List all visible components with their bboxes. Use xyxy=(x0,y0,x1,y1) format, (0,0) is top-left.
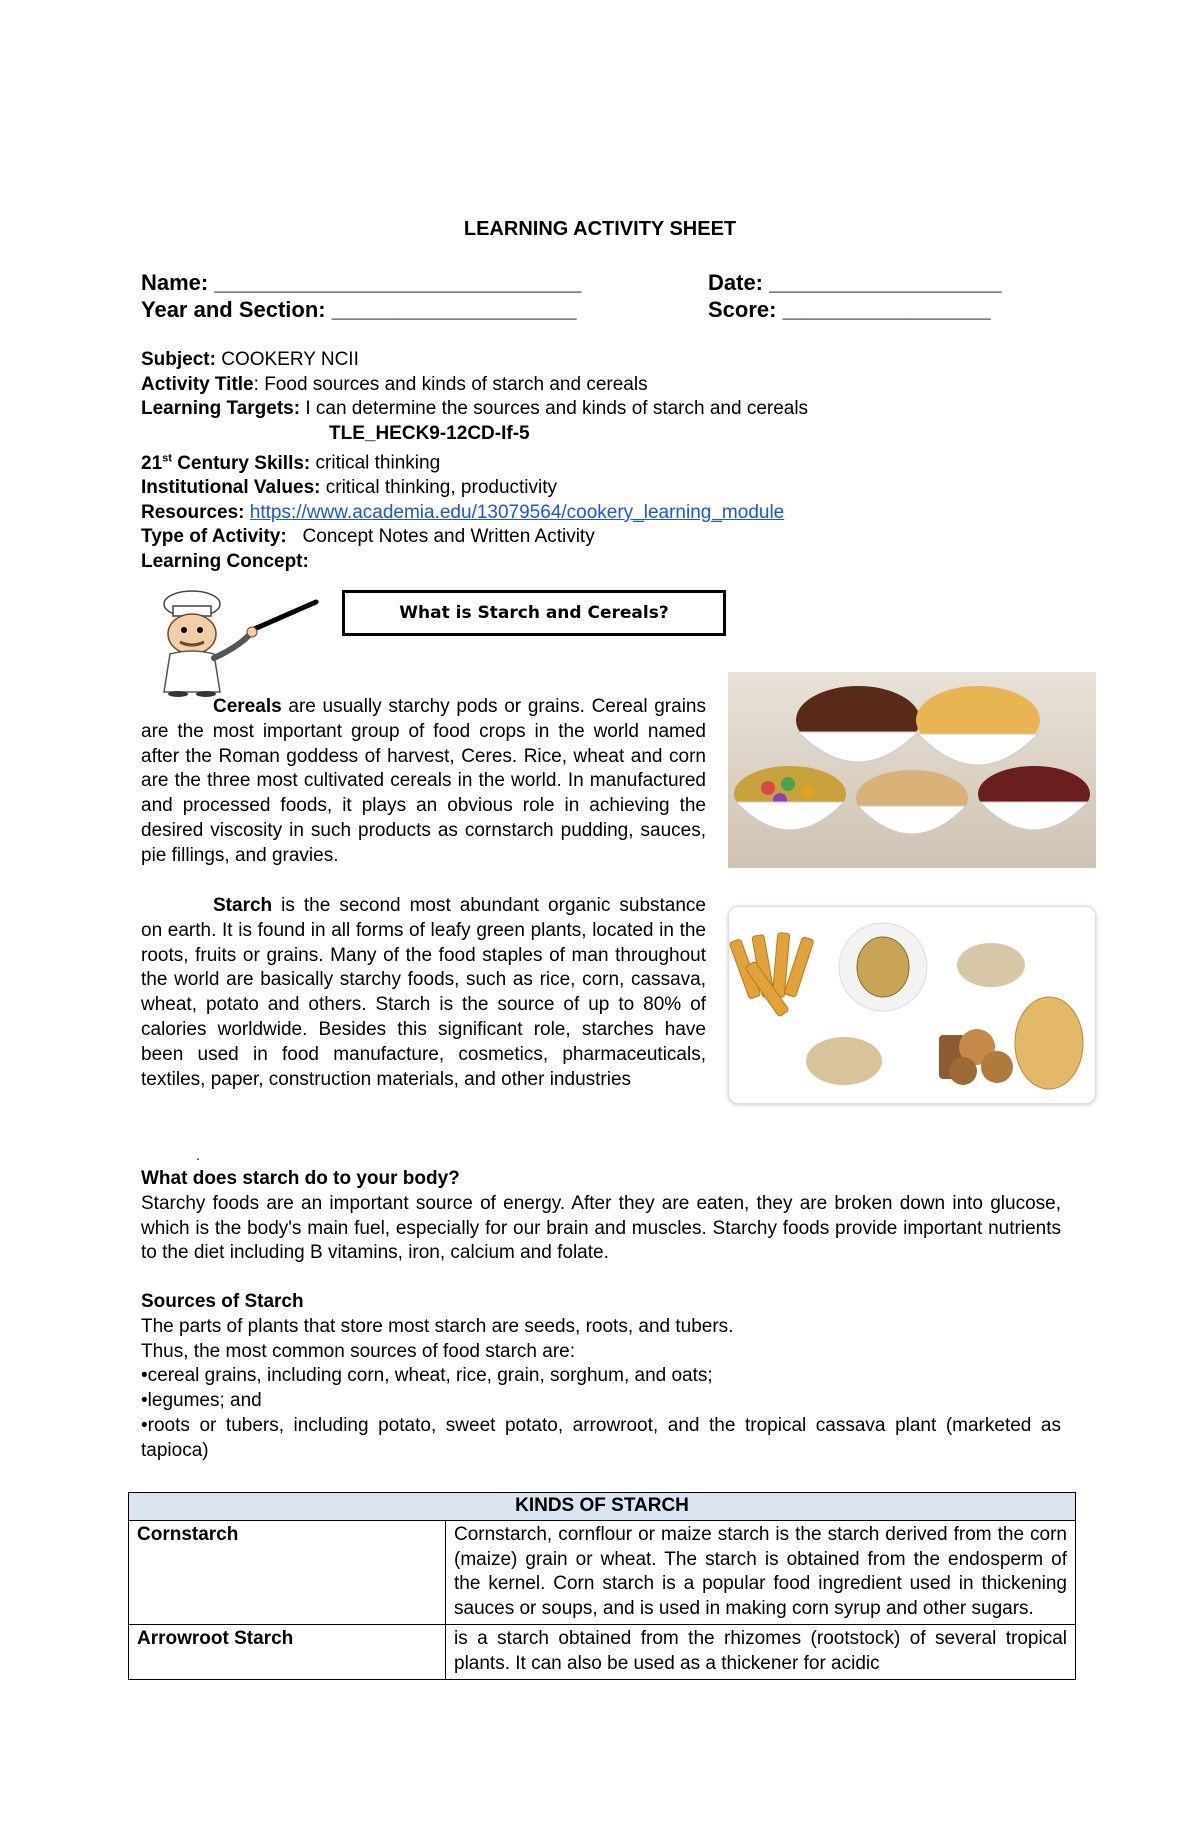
sources-heading: Sources of Starch xyxy=(141,1291,304,1312)
callout-box: What is Starch and Cereals? xyxy=(342,590,726,636)
skills-label-num: 21 xyxy=(141,452,163,474)
resources-label: Resources: xyxy=(141,501,245,523)
activity-label: Activity Title xyxy=(141,373,254,395)
resources-line xyxy=(141,501,1071,526)
cereals-paragraph xyxy=(141,695,706,869)
stray-dot: . xyxy=(196,1147,200,1163)
values-line xyxy=(141,476,1071,501)
competency-code: TLE_HECK9-12CD-If-5 xyxy=(329,422,530,444)
starch-text: is the second most abundant organic substance on earth. It is found in all forms of leafy green plants, located in the roots, fruits or grains. Many of the food staples of man throughout the world are basically starchy foods, such as rice, corn, cassava, wheat, potato and others. Starch is the source of up to 80% of calories worldwide. Besides this significant role, starches have been used in food manufacture, cosmetics, pharmaceuticals, textiles, paper, construction materials, and other industries xyxy=(141,895,706,1090)
starch-description: Cornstarch, cornflour or maize starch is the starch derived from the corn (maize) grain or wheat. The starch is obtained from the endosperm of the kernel. Corn starch is a popular food ingredient used in thickening sauces or soups, and is used in making corn syrup and other sugars. xyxy=(446,1520,1076,1624)
activity-value: : Food sources and kinds of starch and cereals xyxy=(253,373,648,395)
subject-line xyxy=(141,348,1071,373)
activity-line xyxy=(141,373,1071,398)
sources-bullet-2: •legumes; and xyxy=(141,1390,262,1412)
starch-term: Starch xyxy=(213,895,273,916)
values-value: critical thinking, productivity xyxy=(320,477,558,499)
values-label: Institutional Values: xyxy=(141,477,321,499)
table-header: KINDS OF STARCH xyxy=(129,1493,1076,1521)
targets-label: Learning Targets: xyxy=(141,398,301,420)
table-header-row xyxy=(129,1493,1076,1521)
table-row xyxy=(129,1624,1076,1679)
cereals-text: are usually starchy pods or grains. Cereal grains are the most important group of food crops in the world named after the Roman goddess of harvest, Ceres. Rice, wheat and corn are the three most cultivated cereals in the world. In manufactured and processed foods, it plays an obvious role in achieving the desired viscosity in such products as cornstarch pudding, sauces, pie fillings, and gravies. xyxy=(141,696,706,866)
concept-line xyxy=(141,550,1071,575)
type-value: Concept Notes and Written Activity xyxy=(302,526,595,548)
targets-value: I can determine the sources and kinds of starch and cereals xyxy=(300,398,809,420)
info-block xyxy=(141,348,1071,575)
sources-bullet-3: •roots or tubers, including potato, sweet potato, arrowroot, and the tropical cassava plant (marketed as tapioca) xyxy=(141,1414,1061,1461)
resources-link[interactable]: https://www.academia.edu/13079564/cookery_learning_module xyxy=(249,501,785,523)
cereal-bowls-photo xyxy=(728,672,1096,868)
subject-value: COOKERY NCII xyxy=(215,349,359,370)
body-text: Starchy foods are an important source of energy. After they are eaten, they are broken down into glucose, which is the body's main fuel, especially for our brain and muscles. Starchy foods provide important nutrients to the diet including B vitamins, iron, calcium and folate. xyxy=(141,1192,1061,1264)
starch-name: Arrowroot Starch xyxy=(129,1624,446,1679)
concept-label: Learning Concept: xyxy=(141,551,309,573)
sources-line-2: Thus, the most common sources of food starch are: xyxy=(141,1340,576,1362)
score-field[interactable]: Score: _________________ xyxy=(708,297,991,322)
skills-label-rest: Century Skills: xyxy=(171,452,311,474)
starch-paragraph xyxy=(141,894,706,1092)
year-section-field[interactable]: Year and Section: ____________________ xyxy=(141,297,577,322)
targets-line xyxy=(141,397,1071,422)
kinds-of-starch-table xyxy=(128,1492,1076,1680)
type-line xyxy=(141,525,1071,550)
body-section xyxy=(141,1167,1061,1266)
cereals-term: Cereals xyxy=(213,696,282,717)
type-label: Type of Activity: xyxy=(141,526,287,548)
subject-label: Subject: xyxy=(141,349,216,370)
page-title: LEARNING ACTIVITY SHEET xyxy=(463,218,737,240)
skills-value: critical thinking xyxy=(310,452,441,474)
sources-line-1: The parts of plants that store most starch are seeds, roots, and tubers. xyxy=(141,1315,734,1337)
skills-line xyxy=(141,446,1071,476)
skills-label-sup: st xyxy=(162,452,172,465)
sources-section xyxy=(141,1290,1061,1464)
chef-cartoon-icon xyxy=(140,588,320,698)
body-heading: What does starch do to your body? xyxy=(141,1168,460,1189)
table-row xyxy=(129,1520,1076,1624)
name-field[interactable]: Name: ______________________________ xyxy=(141,270,582,295)
starch-name: Cornstarch xyxy=(129,1520,446,1624)
date-field[interactable]: Date: ___________________ xyxy=(708,270,1002,295)
starchy-foods-photo xyxy=(728,906,1096,1104)
sources-bullet-1: •cereal grains, including corn, wheat, rice, grain, sorghum, and oats; xyxy=(141,1365,713,1387)
starch-description: is a starch obtained from the rhizomes (rootstock) of several tropical plants. It can also be used as a thickener for acidic xyxy=(446,1624,1076,1679)
